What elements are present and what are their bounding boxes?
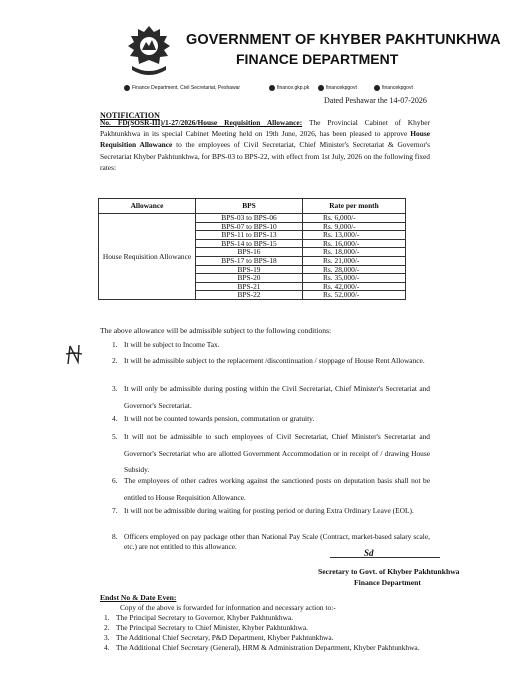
signatory-title: Secretary to Govt. of Khyber Pakhtunkhwa (318, 567, 460, 576)
bps-cell: BPS-11 to BPS-13 (196, 231, 303, 240)
endorsement-number: 1. (104, 613, 110, 622)
endorsement-text: The Principal Secretary to Governor, Khyber Pakhtunkhwa. (116, 613, 294, 622)
endorsement-item (104, 643, 430, 653)
bps-cell: BPS-16 (196, 248, 303, 257)
table-header-row (99, 199, 406, 214)
condition-text: The employees of other cadres working against the sanctioned posts on deputation basis shall not be entitled to House Requisition Allowance. (124, 476, 430, 502)
copy-forward-text: Copy of the above is forwarded for information and necessary action to:- (120, 603, 336, 612)
date-line: Dated Peshawar the 14-07-2026 (324, 96, 427, 105)
bps-cell: BPS-07 to BPS-10 (196, 222, 303, 231)
conditions-intro: The above allowance will be admissible subject to the following conditions: (100, 326, 332, 335)
condition-item (112, 381, 430, 414)
facebook-item[interactable] (318, 85, 357, 91)
bps-cell: BPS-17 to BPS-18 (196, 256, 303, 265)
condition-item (112, 429, 430, 479)
rate-cell: Rs. 18,000/- (303, 248, 406, 257)
notification-text-b: to the employees of Civil Secretariat, Chief Minister's Secretariat & Governor's Secretariat Khyber Pakhtunkhwa, for BPS-03 to BPS-22, with effect from 1st July, 2026 on the following fixed rates: (100, 140, 430, 172)
rate-cell: Rs. 6,000/- (303, 214, 406, 223)
rates-table-body (99, 214, 406, 300)
endorsement-text: The Principal Secretary to Chief Minister, Khyber Pakhtunkhwa. (116, 623, 309, 632)
website-item[interactable] (269, 85, 309, 91)
letterhead (0, 18, 526, 88)
address-text: Finance Department, Civil Secretariat, Peshawar (132, 85, 241, 91)
endorsement-number: 4. (104, 643, 110, 652)
notification-paragraph (100, 117, 430, 173)
condition-number: 5. (112, 432, 118, 441)
facebook-text[interactable]: financekpgovt (326, 85, 357, 91)
endorsement-text: The Additional Chief Secretary (General), HRM & Administration Department, Khyber Pakhtunkhwa. (116, 643, 420, 652)
header-allowance: Allowance (99, 199, 196, 214)
rate-cell: Rs. 9,000/- (303, 222, 406, 231)
contact-bar (124, 85, 424, 95)
address-item (124, 85, 240, 91)
bps-cell: BPS-22 (196, 291, 303, 300)
condition-text: It will be admissible subject to the replacement /discontinuation / stoppage of House Rent Allowance. (124, 356, 425, 365)
endorsement-text: The Additional Chief Secretary, P&D Department, Khyber Pakhtunkhwa. (116, 633, 334, 642)
condition-text: It will not be admissible during waiting for posting period or during Extra Ordinary Leave (EOL). (124, 506, 414, 515)
condition-text: It will not be admissible to such employees of Civil Secretariat, Chief Minister's Secretariat and Governor's Secretariat who are allotted Government Accommodation or in receipt of / drawing House Subsidy. (124, 432, 430, 474)
twitter-text[interactable]: financekpgovt (382, 85, 413, 91)
notification-text-a: The Provincial Cabinet of Khyber Pakhtunkhwa in its special Cabinet Meeting held on 19th June, 2026, has been pleased to approve (100, 118, 430, 139)
rate-cell: Rs. 16,000/- (303, 239, 406, 248)
condition-item (112, 353, 430, 370)
condition-text: It will not be counted towards pension, commutation or gratuity. (124, 414, 315, 423)
endorsement-item (104, 613, 430, 623)
rate-cell: Rs. 42,000/- (303, 282, 406, 291)
handwritten-initials (64, 342, 84, 368)
endorsement-number: 2. (104, 623, 110, 632)
government-emblem-icon (124, 24, 174, 80)
condition-number: 8. (112, 532, 118, 541)
condition-number: 3. (112, 384, 118, 393)
condition-item (112, 532, 430, 552)
notification-text-bold: House Requisition Allowance (100, 129, 430, 150)
allowance-cell: House Requisition Allowance (99, 214, 196, 300)
endorsement-item (104, 633, 430, 643)
notification-reference: No. FD(SOSR-III)/1-27/2026/House Requisition Allowance: (100, 118, 303, 127)
endorsement-heading: Endst No & Date Even: (100, 593, 177, 602)
condition-text: It will only be admissible during posting within the Civil Secretariat, Chief Minister's Secretariat and Governor's Secretariat. (124, 384, 430, 410)
condition-item (112, 503, 430, 520)
rate-cell: Rs. 35,000/- (303, 274, 406, 283)
twitter-icon (374, 85, 380, 91)
signature-sd: Sd (364, 548, 374, 558)
header-bps: BPS (196, 199, 303, 214)
bps-cell: BPS-20 (196, 274, 303, 283)
signature-line (330, 557, 440, 558)
bps-cell: BPS-14 to BPS-15 (196, 239, 303, 248)
bps-cell: BPS-03 to BPS-06 (196, 214, 303, 223)
rate-cell: Rs. 21,000/- (303, 256, 406, 265)
header-rate: Rate per month (303, 199, 406, 214)
rate-cell: Rs. 28,000/- (303, 265, 406, 274)
condition-item (112, 337, 430, 354)
notification-heading: NOTIFICATION (100, 111, 160, 120)
bps-cell: BPS-19 (196, 265, 303, 274)
endorsement-item (104, 623, 430, 633)
government-title: GOVERNMENT OF KHYBER PAKHTUNKHWA (186, 32, 501, 48)
condition-number: 6. (112, 476, 118, 485)
signatory-department: Finance Department (354, 578, 421, 587)
facebook-icon (318, 85, 324, 91)
condition-number: 4. (112, 414, 118, 423)
rates-table (98, 198, 406, 300)
department-title: FINANCE DEPARTMENT (236, 51, 399, 67)
condition-number: 2. (112, 356, 118, 365)
table-row (99, 214, 406, 223)
condition-item (112, 411, 430, 428)
twitter-item[interactable] (374, 85, 413, 91)
globe-icon (269, 85, 275, 91)
condition-item (112, 473, 430, 506)
bps-cell: BPS-21 (196, 282, 303, 291)
endorsement-number: 3. (104, 633, 110, 642)
website-text[interactable]: finance.gkp.pk (277, 85, 310, 91)
condition-number: 1. (112, 340, 118, 349)
rate-cell: Rs. 13,000/- (303, 231, 406, 240)
location-pin-icon (124, 85, 130, 91)
condition-text: Officers employed on pay package other than National Pay Scale (Contract, market-based salary scale, etc.) are not entitled to this allowance. (124, 532, 430, 551)
rate-cell: Rs. 52,000/- (303, 291, 406, 300)
condition-number: 7. (112, 506, 118, 515)
condition-text: It will be subject to Income Tax. (124, 340, 220, 349)
